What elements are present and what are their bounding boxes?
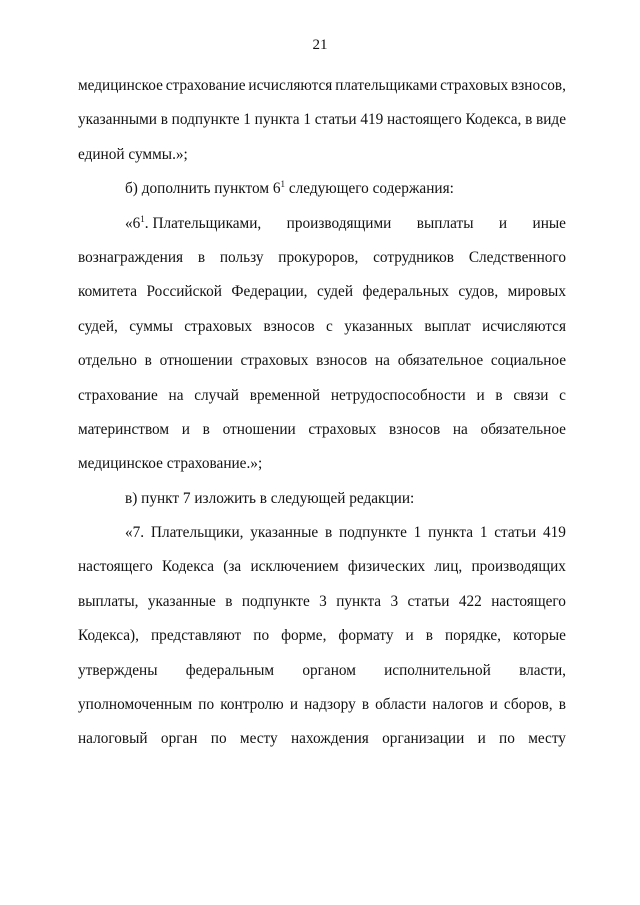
- superscript: 1: [280, 179, 286, 190]
- word: производящих: [471, 558, 566, 576]
- word: (за: [223, 558, 242, 576]
- word: и: [289, 696, 299, 714]
- word: на: [168, 386, 184, 404]
- word: виде: [536, 111, 566, 129]
- word: исключением: [250, 558, 339, 576]
- word: в: [525, 111, 533, 129]
- paragraph-b: б) дополнить пунктом $6^1$ следующего содержания:: [125, 179, 454, 198]
- word: 1: [479, 524, 488, 542]
- word: взносов: [316, 352, 368, 370]
- word: органом: [302, 661, 356, 679]
- word: 419: [360, 111, 384, 129]
- word: Кодекса: [162, 558, 215, 576]
- word: настоящего: [386, 111, 462, 129]
- word: форме,: [281, 627, 327, 645]
- text-line: [78, 310, 566, 344]
- word: в: [144, 352, 152, 370]
- text-line: [78, 379, 566, 413]
- page-number: 21: [312, 37, 328, 53]
- word: плательщиками: [335, 77, 438, 94]
- word: Российской: [146, 283, 222, 301]
- text-line: [78, 103, 566, 137]
- word: физических: [347, 558, 426, 576]
- word: судей: [316, 283, 354, 301]
- word: нахождения: [290, 730, 369, 748]
- word: страхование: [165, 77, 246, 94]
- text-line: медицинское страхование.»;: [78, 455, 263, 473]
- paragraph-v: в) пункт 7 изложить в следующей редакции:: [125, 489, 415, 507]
- word: судов,: [458, 283, 499, 301]
- word: налоговый: [78, 730, 148, 748]
- word: 1: [413, 524, 422, 542]
- word: связи: [513, 386, 549, 404]
- paragraph-continuation: [78, 69, 566, 172]
- word: исчисляются: [482, 317, 566, 335]
- word: страхование: [78, 386, 158, 404]
- word: 3: [390, 592, 399, 610]
- paragraph-7: [78, 516, 566, 757]
- word: контролю: [220, 696, 284, 714]
- word: сотрудников: [373, 248, 455, 266]
- word: в: [558, 696, 566, 714]
- word: на: [375, 352, 390, 370]
- word: в: [225, 592, 233, 610]
- word: подпункте: [338, 524, 407, 542]
- word: исчисляются: [248, 77, 333, 94]
- text-line: единой суммы.»;: [78, 145, 188, 163]
- word: по: [253, 627, 270, 645]
- word: отношении: [222, 420, 296, 438]
- word: формату: [338, 627, 394, 645]
- text-line: [78, 688, 566, 722]
- text-line: [78, 585, 566, 619]
- word: утверждены: [78, 661, 158, 679]
- text-line: [78, 241, 566, 275]
- word: страховых: [240, 352, 309, 370]
- word: и: [477, 730, 486, 748]
- word: Следственного: [468, 248, 566, 266]
- word: нетрудоспособности: [330, 386, 466, 404]
- word: в: [495, 386, 503, 404]
- word: подпункте: [171, 111, 240, 129]
- word: и: [476, 386, 485, 404]
- word: Кодекса),: [78, 627, 139, 645]
- word: 1: [243, 111, 251, 129]
- text-line: [78, 516, 566, 550]
- word: настоящего: [78, 558, 153, 576]
- word: настоящего: [491, 592, 566, 610]
- word: орган: [160, 730, 198, 748]
- word: мировых: [507, 283, 566, 301]
- word: месту: [239, 730, 278, 748]
- word: 419: [542, 524, 566, 542]
- text-line: [78, 344, 566, 378]
- word: Федерации,: [231, 283, 308, 301]
- word: пункта: [428, 524, 474, 542]
- document-body: [78, 69, 566, 757]
- word: с: [559, 386, 566, 404]
- word: «7.: [125, 524, 145, 542]
- word: обязательное: [397, 352, 484, 370]
- word: в: [197, 248, 206, 266]
- word: страховых: [308, 420, 377, 438]
- word: налогов: [432, 696, 484, 714]
- word: указанные: [147, 592, 216, 610]
- word: подпункте: [241, 592, 310, 610]
- text-line: [78, 69, 566, 103]
- word: и: [405, 627, 414, 645]
- word: 422: [458, 592, 482, 610]
- word: страховых: [440, 77, 509, 94]
- word: федеральных: [362, 283, 449, 301]
- word: 3: [319, 592, 327, 610]
- word: указанных: [344, 317, 413, 335]
- text-line: [78, 722, 566, 756]
- word: федеральным: [185, 661, 275, 679]
- word: указанные: [250, 524, 319, 542]
- word: страховых: [184, 317, 253, 335]
- word: комитета: [78, 283, 138, 301]
- text-line: [78, 550, 566, 584]
- word: выплат: [424, 317, 471, 335]
- text-line: [78, 275, 566, 309]
- text-line: [78, 619, 566, 653]
- word: социальное: [490, 352, 566, 370]
- word: Кодекса,: [465, 111, 522, 129]
- word: в: [324, 524, 333, 542]
- word: взносов,: [511, 77, 566, 94]
- word: по: [198, 696, 215, 714]
- word: обязательное: [480, 420, 566, 438]
- word: исполнительной: [384, 661, 491, 679]
- text-line: [78, 413, 566, 447]
- word: пункта: [254, 111, 300, 129]
- word: на: [452, 420, 468, 438]
- word: пункта: [336, 592, 382, 610]
- text-line: [78, 654, 566, 688]
- word: порядке,: [444, 627, 501, 645]
- text-line: «$6^1$. Плательщиками, производящими выплаты и иные: [125, 213, 566, 232]
- word: прокуроров,: [278, 248, 359, 266]
- word: пользу: [219, 248, 264, 266]
- word: и: [181, 420, 190, 438]
- word: по: [499, 730, 515, 748]
- word: уполномоченным: [78, 696, 193, 714]
- word: в: [361, 696, 370, 714]
- word: в: [202, 420, 210, 438]
- word: взносов: [263, 317, 315, 335]
- word: взносов: [389, 420, 441, 438]
- word: статьи: [407, 592, 450, 610]
- word: временной: [249, 386, 321, 404]
- word: сборов,: [503, 696, 553, 714]
- word: медицинское: [78, 77, 163, 94]
- word: власти,: [519, 661, 566, 679]
- word: в: [425, 627, 433, 645]
- word: суммы: [129, 317, 173, 335]
- word: лиц,: [434, 558, 463, 576]
- word: представляют: [150, 627, 242, 645]
- word: организации: [382, 730, 465, 748]
- word: 1: [303, 111, 311, 129]
- word: области: [375, 696, 427, 714]
- word: отдельно: [78, 352, 137, 370]
- word: в: [160, 111, 168, 129]
- superscript: 1: [140, 213, 145, 224]
- word: выплаты,: [78, 592, 139, 610]
- word: Плательщики,: [150, 524, 244, 542]
- word: по: [210, 730, 227, 748]
- word: указанными: [78, 111, 157, 129]
- word: вознаграждения: [78, 248, 184, 266]
- word: статьи: [494, 524, 537, 542]
- word: с: [326, 317, 333, 335]
- paragraph-6-1: [78, 207, 566, 482]
- word: судей,: [78, 317, 118, 335]
- word: статьи: [314, 111, 357, 129]
- word: которые: [512, 627, 566, 645]
- word: материнством: [78, 420, 170, 438]
- word: и: [489, 696, 498, 714]
- word: надзору: [304, 696, 356, 714]
- word: случай: [194, 386, 239, 404]
- word: месту: [528, 730, 566, 748]
- word: отношении: [159, 352, 233, 370]
